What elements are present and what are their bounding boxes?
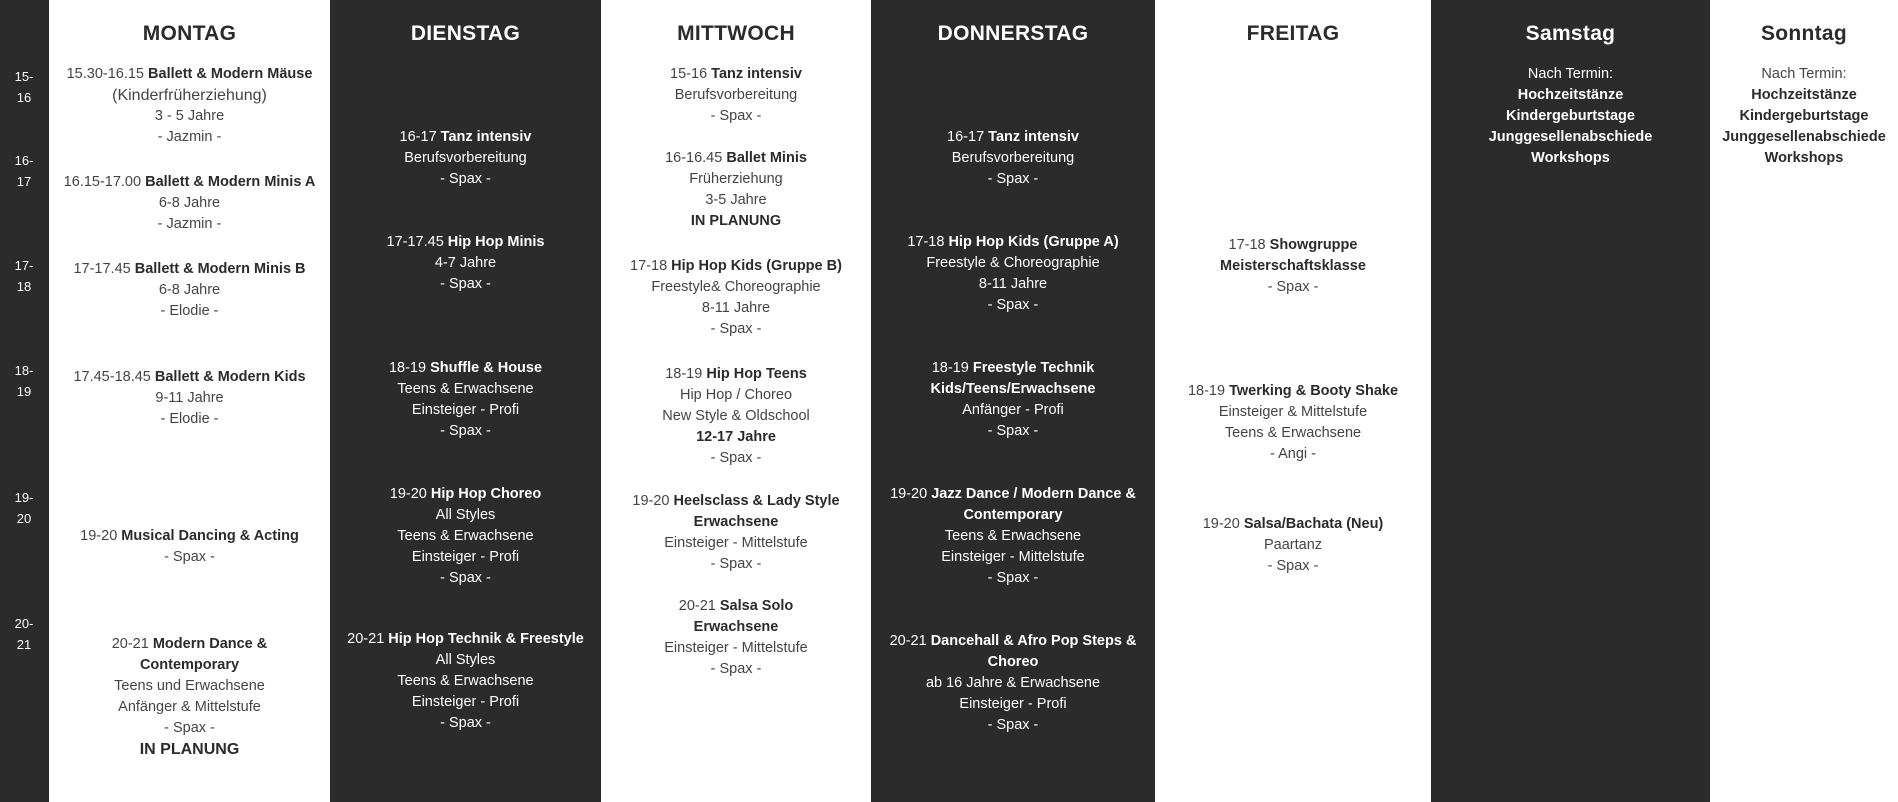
appointment-info: Nach Termin: Hochzeitstänze Kindergeburtstage Junggesellenabschiede Workshops	[1488, 66, 1653, 166]
day-title: MONTAG	[142, 22, 237, 45]
day-column-donnerstag	[871, 0, 1155, 802]
day-title: Samstag	[1525, 22, 1616, 45]
class-entry: 19-20 Salsa/Bachata (Neu) Paartanz - Spax -	[1202, 516, 1384, 574]
class-entry: 20-21 Hip Hop Technik & Freestyle All Styles Teens & Erwachsene Einsteiger - Profi - Spax -	[347, 631, 584, 731]
class-entry: 16.15-17.00 Ballett & Modern Minis A 6-8 Jahre - Jazmin -	[63, 174, 316, 232]
time-column	[0, 0, 49, 802]
class-entry: 15-16 Tanz intensiv Berufsvorbereitung - Spax -	[670, 66, 802, 124]
time-label: 15- 16	[14, 69, 34, 105]
day-column-mittwoch	[601, 0, 871, 802]
class-entry: 20-21 Dancehall & Afro Pop Steps & Choreo ab 16 Jahre & Erwachsene Einsteiger - Profi - Spax -	[889, 633, 1137, 733]
class-entry: 16-16.45 Ballet Minis Früherziehung 3-5 Jahre IN PLANUNG	[665, 150, 807, 229]
appointment-info: Nach Termin: Hochzeitstänze Kindergeburtstage Junggesellenabschiede Workshops	[1722, 66, 1886, 166]
class-entry: 18-19 Freestyle Technik Kids/Teens/Erwachsene Anfänger - Profi - Spax -	[930, 360, 1096, 439]
class-entry: 17-17.45 Ballett & Modern Minis B 6-8 Jahre - Elodie -	[73, 261, 306, 319]
class-entry: 19-20 Musical Dancing & Acting - Spax -	[80, 528, 299, 565]
day-title: DIENSTAG	[410, 22, 521, 45]
day-title: MITTWOCH	[677, 22, 795, 45]
class-entry: 17-18 Hip Hop Kids (Gruppe A) Freestyle & Choreographie 8-11 Jahre - Spax -	[907, 234, 1119, 313]
class-entry: 16-17 Tanz intensiv Berufsvorbereitung - Spax -	[399, 129, 532, 187]
class-entry: 17-18 Hip Hop Kids (Gruppe B) Freestyle& Choreographie 8-11 Jahre - Spax -	[630, 258, 842, 337]
day-column-sonntag	[1710, 0, 1898, 802]
time-label: 16- 17	[14, 153, 34, 189]
time-label: 20- 21	[14, 616, 34, 652]
time-label: 18- 19	[14, 363, 34, 399]
class-entry: 15.30-16.15 Ballett & Modern Mäuse (Kinderfrüherziehung) 3 - 5 Jahre - Jazmin -	[66, 66, 313, 145]
class-entry: 17-17.45 Hip Hop Minis 4-7 Jahre - Spax -	[386, 234, 545, 292]
class-entry: 18-19 Twerking & Booty Shake Einsteiger & Mittelstufe Teens & Erwachsene - Angi -	[1187, 383, 1399, 462]
class-entry: 19-20 Heelsclass & Lady Style Erwachsene Einsteiger - Mittelstufe - Spax -	[632, 493, 840, 572]
day-title: DONNERSTAG	[937, 22, 1089, 45]
class-entry: 20-21 Salsa Solo Erwachsene Einsteiger - Mittelstufe - Spax -	[664, 598, 808, 677]
class-entry: 18-19 Hip Hop Teens Hip Hop / Choreo New Style & Oldschool 12-17 Jahre - Spax -	[662, 366, 810, 466]
day-title: Sonntag	[1760, 22, 1848, 45]
time-label: 19- 20	[14, 490, 34, 526]
class-entry: 20-21 Modern Dance & Contemporary Teens und Erwachsene Anfänger & Mittelstufe - Spax - IN PLANUNG	[111, 636, 268, 758]
class-entry: 17.45-18.45 Ballett & Modern Kids 9-11 Jahre - Elodie -	[73, 369, 306, 427]
class-entry: 16-17 Tanz intensiv Berufsvorbereitung - Spax -	[947, 129, 1079, 187]
class-entry: 19-20 Jazz Dance / Modern Dance & Contemporary Teens & Erwachsene Einsteiger - Mittelstufe - Spax -	[890, 486, 1136, 586]
class-entry: 19-20 Hip Hop Choreo All Styles Teens & Erwachsene Einsteiger - Profi - Spax -	[389, 486, 542, 586]
class-entry: 18-19 Shuffle & House Teens & Erwachsene Einsteiger - Profi - Spax -	[388, 360, 543, 439]
class-entry: 17-18 Showgruppe Meisterschaftsklasse - Spax -	[1220, 237, 1366, 295]
day-column-freitag	[1155, 0, 1431, 802]
day-column-montag	[49, 0, 330, 802]
day-title: FREITAG	[1246, 22, 1340, 45]
day-column-samstag	[1431, 0, 1710, 802]
day-column-dienstag	[330, 0, 601, 802]
time-label: 17- 18	[14, 258, 34, 294]
